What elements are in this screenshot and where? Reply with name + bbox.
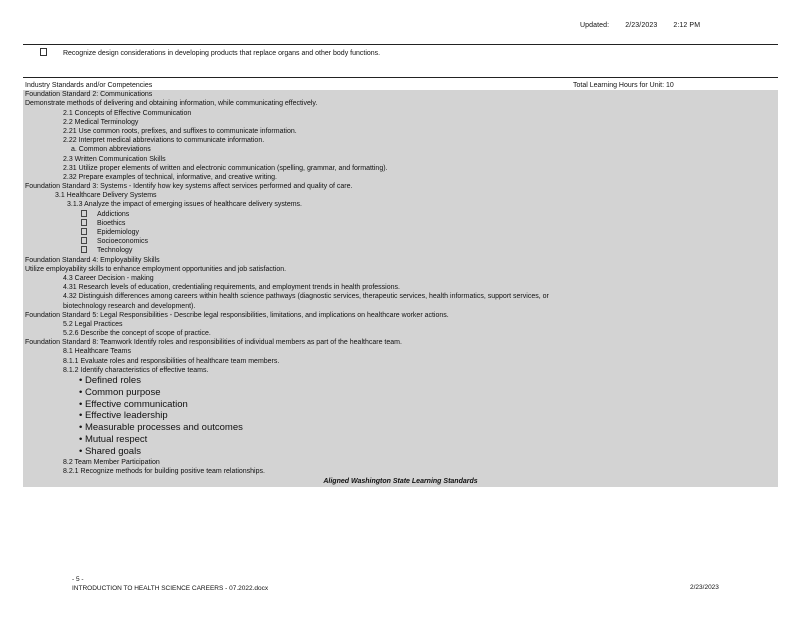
standard-line-text: Foundation Standard 3: Systems - Identify how key systems affect services performed and quality of care.: [25, 183, 353, 191]
list-item: • Defined roles: [23, 375, 778, 387]
standard-line: [23, 109, 778, 118]
table-header-hours: Total Learning Hours for Unit: 10: [573, 82, 674, 89]
standards-lines: [23, 90, 778, 375]
list-item-text: Effective leadership: [84, 410, 168, 422]
standard-line: [23, 458, 778, 467]
standard-line-text: 2.32 Prepare examples of technical, informative, and creative writing.: [63, 173, 277, 181]
standard-line-text: 4.31 Research levels of education, credentialing requirements, and employment trends in health professions.: [63, 284, 400, 292]
standard-line-text: biotechnology research and development).: [63, 302, 196, 310]
standard-line-text: 2.22 Interpret medical abbreviations to communicate information.: [63, 137, 265, 145]
standard-line: [23, 191, 778, 200]
checkbox-glyph-icon: [81, 210, 87, 217]
standard-line-text: 4.3 Career Decision - making: [63, 274, 154, 282]
checkbox-glyph-icon: [81, 219, 87, 226]
standard-line-text: 2.31 Utilize proper elements of written and electronic communication (spelling, grammar, and formatting).: [63, 164, 388, 172]
standard-line: [23, 283, 778, 292]
list-item: • Measurable processes and outcomes: [23, 422, 778, 434]
section-rule: [23, 77, 778, 78]
standard-line-text: 8.1 Healthcare Teams: [63, 348, 131, 356]
top-rule: [23, 44, 778, 45]
standard-line: [23, 136, 778, 145]
standard-line-text: 2.2 Medical Terminology: [63, 118, 139, 126]
table-header-row: [23, 81, 778, 90]
standard-line: [23, 164, 778, 173]
standard-line-text: 3.1.3 Analyze the impact of emerging issues of healthcare delivery systems.: [67, 201, 303, 209]
standard-line: [23, 246, 778, 255]
checkbox-glyph-icon: [40, 48, 47, 56]
standard-line-text: 2.1 Concepts of Effective Communication: [63, 109, 192, 117]
standard-line: [23, 228, 778, 237]
list-item-text: Mutual respect: [84, 433, 148, 445]
standard-line-text: 2.21 Use common roots, prefixes, and suffixes to communicate information.: [63, 127, 297, 135]
document-name: INTRODUCTION TO HEALTH SCIENCE CAREERS - 07.2022.docx: [72, 585, 269, 592]
standard-line-text: 8.1.1 Evaluate roles and responsibilities of healthcare team members.: [63, 357, 280, 365]
page-footer: [72, 575, 268, 593]
standard-line: [23, 182, 778, 191]
standard-line: [23, 265, 778, 274]
list-item: • Effective communication: [23, 399, 778, 411]
standard-line: [23, 329, 778, 338]
standard-line: [23, 320, 778, 329]
standard-line-text: Utilize employability skills to enhance employment opportunities and job satisfaction.: [25, 265, 287, 273]
checkbox-glyph-icon: [81, 237, 87, 244]
standard-line-text: 8.2 Team Member Participation: [63, 458, 160, 466]
standard-line: [23, 366, 778, 375]
standard-line: [23, 467, 778, 476]
standard-line-text: Epidemiology: [97, 229, 140, 236]
updated-date: 2/23/2023: [625, 22, 658, 29]
standard-line: [23, 292, 778, 301]
standard-line-text: 8.2.1 Recognize methods for building positive team relationships.: [63, 467, 265, 475]
standard-line: [23, 155, 778, 164]
list-item-text: Common purpose: [84, 386, 161, 398]
footer-date: 2/23/2023: [690, 584, 719, 591]
standard-line: [23, 311, 778, 320]
list-item: • Effective leadership: [23, 410, 778, 422]
standard-line: [23, 256, 778, 265]
standard-line-text: 2.3 Written Communication Skills: [63, 155, 166, 163]
standard-line-text: Demonstrate methods of delivering and obtaining information, while communicating effectively.: [25, 100, 318, 108]
standard-line-text: Technology: [97, 247, 133, 255]
standard-line: [23, 90, 778, 99]
standard-line: [23, 338, 778, 347]
standard-line: [23, 145, 778, 154]
table-footer-row: Aligned Washington State Learning Standards: [23, 476, 778, 487]
standard-line-text: a. Common abbreviations: [71, 146, 151, 154]
standard-line: [23, 127, 778, 136]
standard-line-text: 5.2.6 Describe the concept of scope of practice.: [63, 330, 211, 338]
objective-text: Recognize design considerations in developing products that replace organs and other body functions.: [62, 50, 381, 57]
list-item-text: Effective communication: [84, 398, 188, 410]
standard-line: [23, 237, 778, 246]
list-item: • Common purpose: [23, 387, 778, 399]
team-characteristics-list: [23, 375, 778, 458]
standard-line-text: Socioeconomics: [97, 238, 148, 246]
standard-line: [23, 210, 778, 219]
standard-line-text: 3.1 Healthcare Delivery Systems: [55, 192, 157, 200]
list-item: • Shared goals: [23, 446, 778, 458]
standard-line-text: 5.2 Legal Practices: [63, 320, 123, 328]
standard-line-text: 8.1.2 Identify characteristics of effective teams.: [63, 366, 209, 374]
list-item: • Mutual respect: [23, 434, 778, 446]
standard-line: [23, 219, 778, 228]
table-header-standards: Industry Standards and/or Competencies: [25, 82, 153, 89]
standard-line: [23, 200, 778, 209]
standard-line: [23, 99, 778, 108]
standard-line-text: Foundation Standard 8: Teamwork Identify roles and responsibilities of individual members as part of the healthcare team.: [25, 339, 402, 347]
standards-table: [23, 81, 778, 487]
standard-line-text: Foundation Standard 4: Employability Skills: [25, 256, 160, 264]
standard-line: [23, 173, 778, 182]
standard-line-text: Foundation Standard 5: Legal Responsibilities - Describe legal responsibilities, limitations, and implications on healthcare worker actions.: [25, 311, 449, 319]
standard-line-text: Foundation Standard 2: Communications: [25, 91, 153, 99]
standard-line-text: 4.32 Distinguish differences among careers within health science pathways (diagnostic services, therapeutic services, health informatics, support services, or: [63, 293, 549, 301]
standard-line: [23, 274, 778, 283]
standard-line: [23, 347, 778, 356]
standard-line: [23, 357, 778, 366]
objective-line: [40, 48, 380, 57]
updated-stamp: [580, 22, 714, 29]
updated-label: Updated:: [580, 22, 610, 29]
checkbox-glyph-icon: [81, 228, 87, 235]
page-number: - 5 -: [72, 576, 84, 583]
standard-line-text: Bioethics: [97, 219, 126, 227]
standard-line: [23, 302, 778, 311]
updated-time: 2:12 PM: [673, 22, 701, 29]
list-item-text: Defined roles: [84, 375, 141, 386]
list-item-text: Shared goals: [84, 445, 141, 457]
standard-line-text: Addictions: [97, 210, 130, 218]
checkbox-glyph-icon: [81, 246, 87, 253]
standards-lines-after: [23, 458, 778, 476]
standard-line: [23, 118, 778, 127]
list-item-text: Measurable processes and outcomes: [84, 422, 243, 434]
